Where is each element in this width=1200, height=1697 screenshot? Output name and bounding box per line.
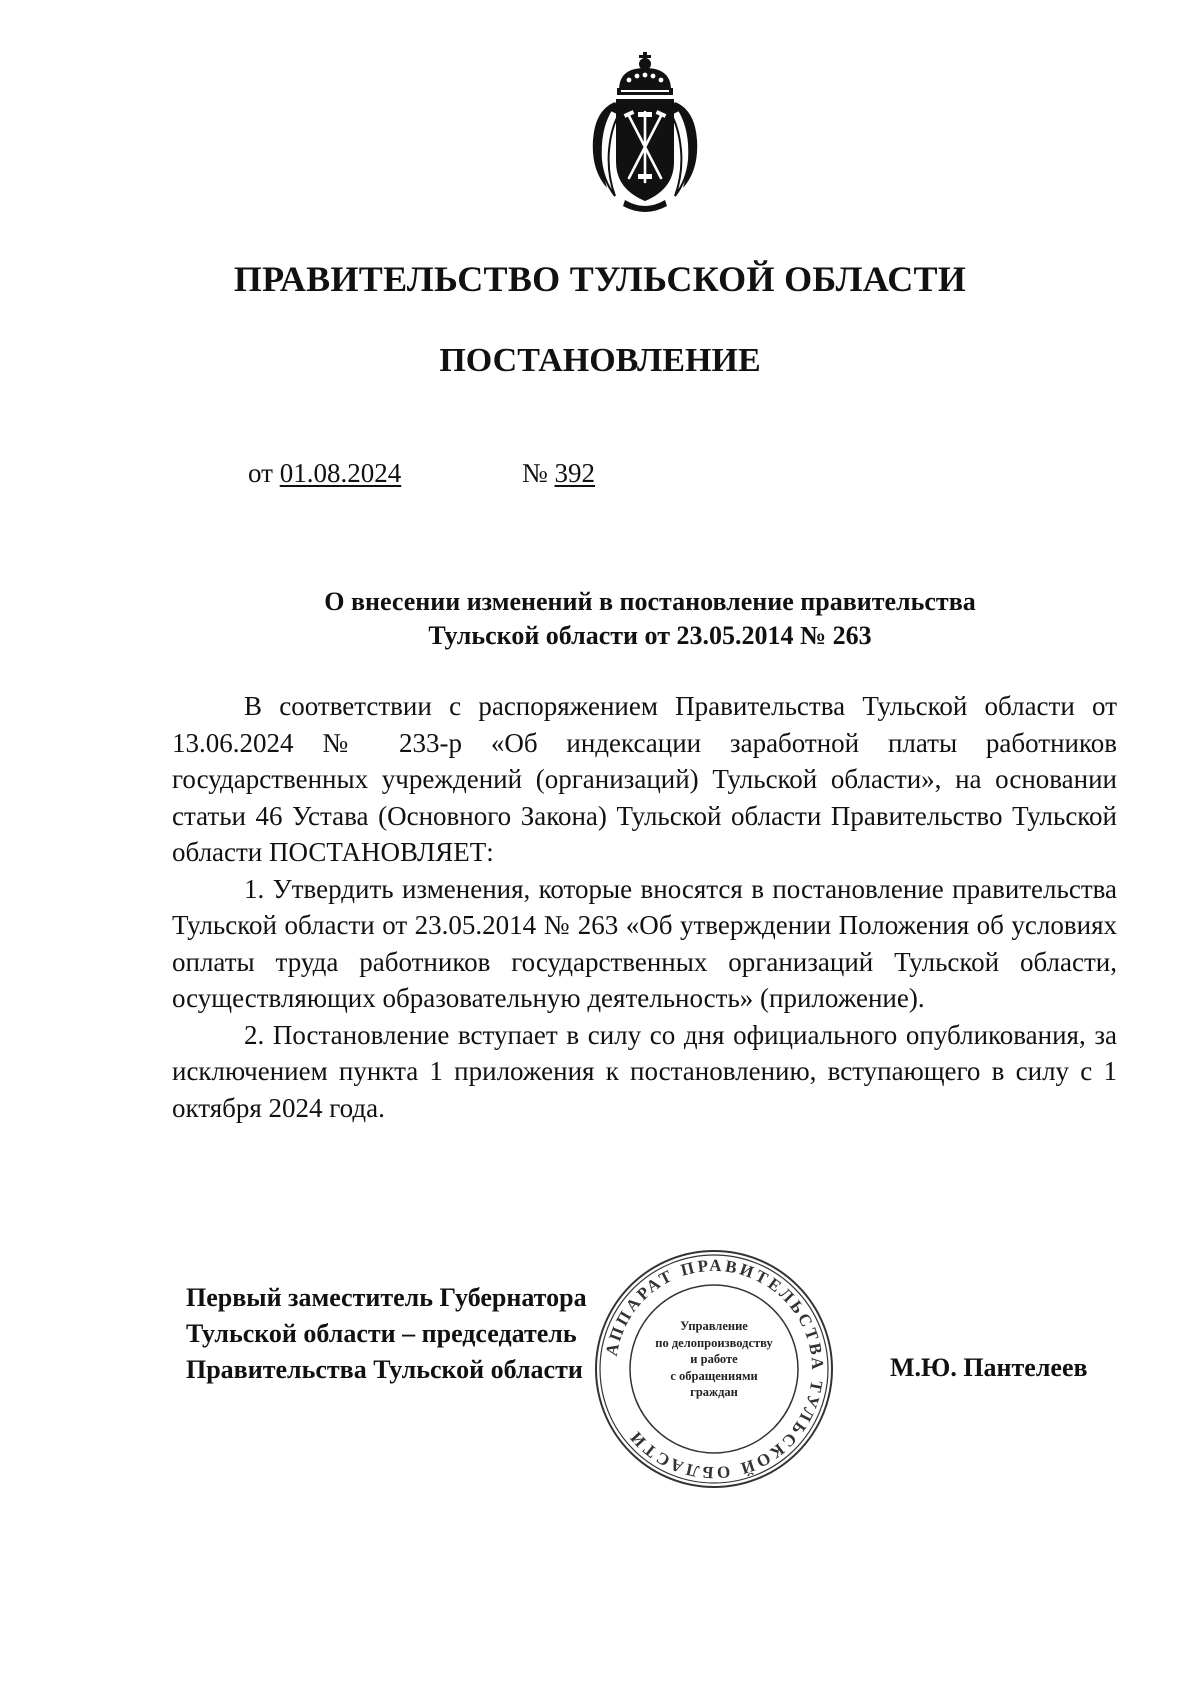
organization-title: ПРАВИТЕЛЬСТВО ТУЛЬСКОЙ ОБЛАСТИ: [233, 259, 967, 299]
number-value: 392: [554, 458, 596, 488]
date-value: 01.08.2024: [279, 458, 402, 488]
body-paragraph-1: 1. Утвердить изменения, которые вносятся в постановление правительства Тульской области от 23.05.2014 № 263 «Об утверждении Положения об условиях оплаты труда работников государственных организаций Тульской области, осуществляющих образовательную деятельность» (приложение).: [172, 873, 1117, 1013]
signature-position-line-2: Тульской области – председатель: [186, 1319, 577, 1348]
signatory-name: М.Ю. Пантелеев: [890, 1353, 1088, 1382]
subject-line-2: Тульской области от 23.05.2014 № 263: [428, 621, 872, 650]
stamp-line-5: граждан: [690, 1385, 738, 1399]
stamp-line-2: по делопроизводству: [655, 1335, 773, 1350]
document-subject: [200, 585, 1100, 653]
body-paragraph-2: 2. Постановление вступает в силу со дня официального опубликования, за исключением пункта 1 приложения к постановлению, вступающего в силу с 1 октября 2024 года.: [172, 1019, 1117, 1123]
body-paragraph-preamble: В соответствии с распоряжением Правительства Тульской области от 13.06.2024 № 233-р «Об индексации заработной платы работников государственных учреждений (организаций) Тульской области», на основании статьи 46 Устава (Основного Закона) Тульской области Правительство Тульской области ПОСТАНОВЛЯЕТ:: [172, 691, 1117, 867]
date-prefix: от: [248, 458, 273, 488]
subject-line-1: О внесении изменений в постановление правительства: [324, 587, 976, 616]
stamp-line-3: и работе: [690, 1352, 738, 1366]
number-prefix: №: [522, 458, 548, 488]
stamp-ring-text: АППАРАТ ПРАВИТЕЛЬСТВА ТУЛЬСКОЙ ОБЛАСТИ: [601, 1255, 828, 1483]
tula-coat-of-arms-icon: [585, 50, 705, 215]
document-body: [172, 688, 1117, 1126]
signature-position-line-1: Первый заместитель Губернатора: [186, 1283, 587, 1312]
stamp-line-1: Управление: [680, 1319, 748, 1333]
document-date: [248, 458, 401, 489]
stamp-line-4: с обращениями: [670, 1368, 758, 1383]
signature-position: [186, 1280, 587, 1388]
document-number: [522, 458, 595, 489]
signature-position-line-3: Правительства Тульской области: [186, 1355, 583, 1384]
document-type: ПОСТАНОВЛЕНИЕ: [439, 342, 761, 379]
stamp-inner-text: [640, 1318, 788, 1401]
